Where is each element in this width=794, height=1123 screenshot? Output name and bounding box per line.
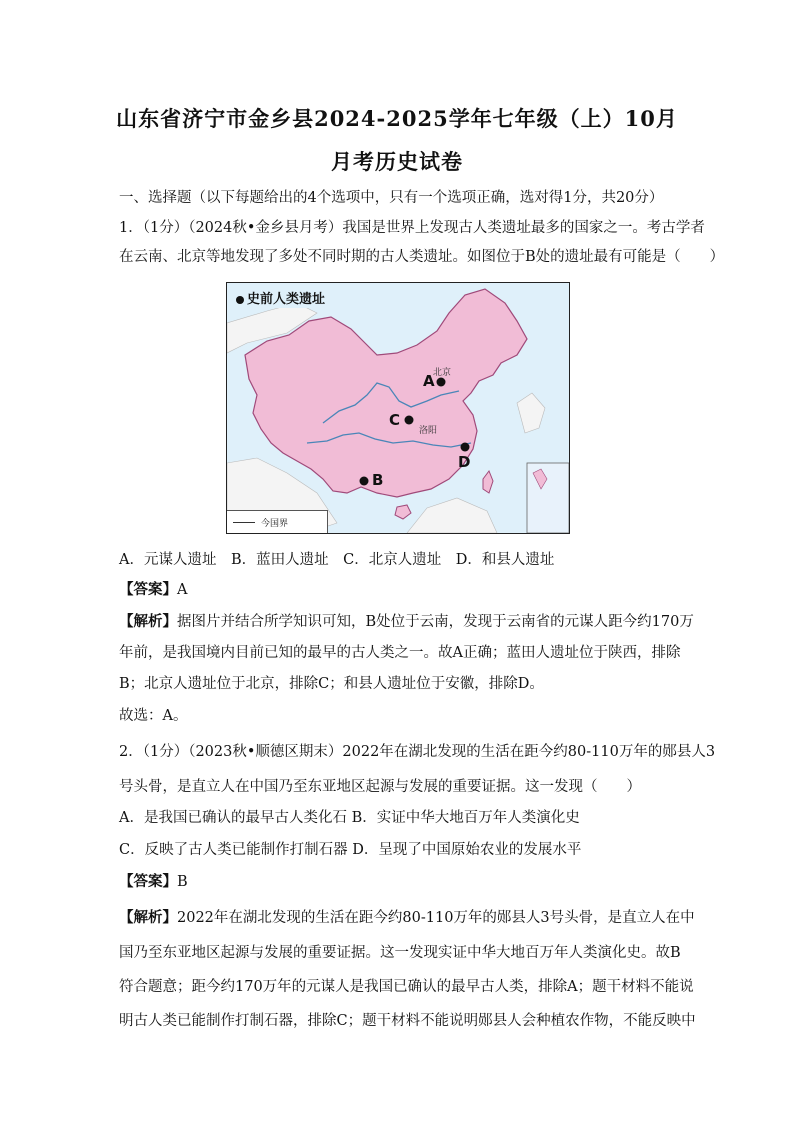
- q1-analysis-line2: 年前，是我国境内目前已知的最早的古人类之一。故A正确；蓝田人遗址位于陕西，排除: [119, 645, 681, 661]
- map-legend-title: 史前人类遗址: [233, 287, 328, 308]
- map-legend-border: 今国界: [227, 510, 328, 533]
- q2-stem-line1: 2．（1分）（2023秋•顺德区期末）2022年在湖北发现的生活在距今约80-110万年的郧县人3: [119, 744, 716, 760]
- china-map-graphic: [227, 283, 569, 533]
- q2-analysis-line2: 国乃至东亚地区起源与发展的重要证据。这一发现实证中华大地百万年人类演化史。故B: [119, 945, 681, 961]
- q1-choice: 故选：A。: [119, 708, 188, 724]
- q2-options-cd: C．反映了古人类已能制作打制石器 D．呈现了中国原始农业的发展水平: [119, 842, 582, 858]
- q2-analysis-line1: 【解析】2022年在湖北发现的生活在距今约80-110万年的郧县人3号头骨，是直立人在中: [119, 909, 695, 926]
- map-label-d: D: [458, 453, 471, 471]
- city-luoyang: 洛阳: [419, 426, 438, 436]
- prehistoric-sites-map: [226, 282, 570, 534]
- map-label-b: B: [372, 471, 384, 489]
- exam-title-line2: 月考历史试卷: [331, 149, 463, 174]
- city-beijing: 北京: [433, 368, 452, 378]
- q1-stem-line2: 在云南、北京等地发现了多处不同时期的古人类遗址。如图位于B处的遗址最有可能是（ ）: [119, 249, 725, 265]
- site-point-d: [461, 443, 470, 452]
- q2-options-ab: A．是我国已确认的最早古人类化石 B．实证中华大地百万年人类演化史: [119, 810, 580, 826]
- q1-analysis-line1: 【解析】据图片并结合所学知识可知，B处位于云南，发现于云南省的元谋人距今约170万: [119, 613, 694, 630]
- q2-answer: 【答案】B: [119, 873, 188, 890]
- legend-dot-icon: [236, 296, 244, 304]
- exam-title-line1: 山东省济宁市金乡县2024-2025学年七年级（上）10月: [116, 106, 678, 131]
- site-point-c: [405, 416, 414, 425]
- q1-analysis-line3: B；北京人遗址位于北京，排除C；和县人遗址位于安徽，排除D。: [119, 676, 544, 692]
- map-label-a: A: [423, 372, 435, 390]
- q1-answer: 【答案】A: [119, 581, 188, 598]
- q1-stem-line1: 1．（1分）（2024秋•金乡县月考）我国是世界上发现古人类遗址最多的国家之一。考古学者: [119, 220, 705, 236]
- q2-analysis-line3: 符合题意；距今约170万年的元谋人是我国已确认的最早古人类，排除A；题干材料不能说: [119, 979, 694, 995]
- map-label-c: C: [389, 411, 401, 429]
- section-heading: 一、选择题（以下每题给出的4个选项中，只有一个选项正确，选对得1分，共20分）: [119, 190, 664, 206]
- site-point-b: [360, 477, 369, 486]
- q1-options: A．元谋人遗址 B．蓝田人遗址 C．北京人遗址 D．和县人遗址: [119, 552, 555, 568]
- site-point-a: [437, 378, 446, 387]
- q2-analysis-line4: 明古人类已能制作打制石器，排除C；题干材料不能说明郧县人会种植农作物，不能反映中: [119, 1013, 696, 1029]
- q2-stem-line2: 号头骨，是直立人在中国乃至东亚地区起源与发展的重要证据。这一发现（ ）: [119, 779, 641, 795]
